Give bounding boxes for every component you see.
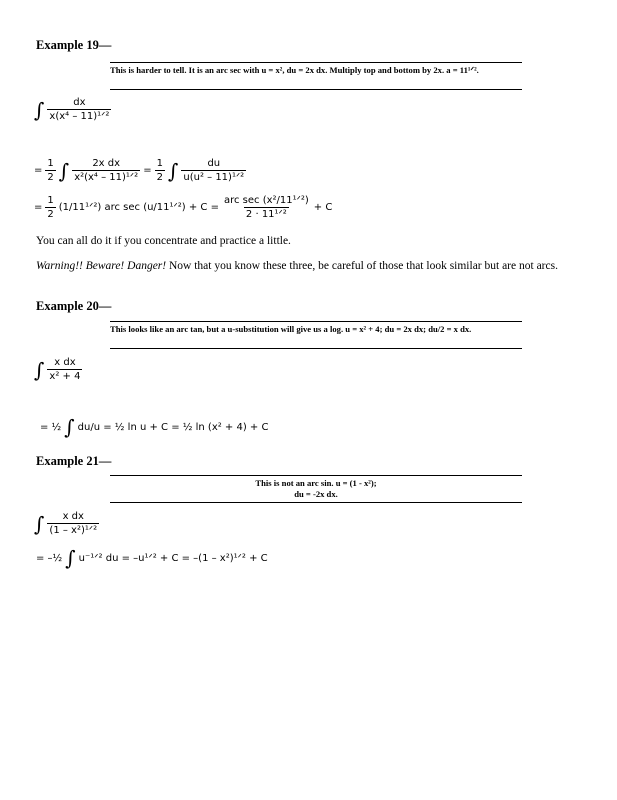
denominator: (1 – x²)¹ᐟ² <box>49 525 98 536</box>
equals: = <box>34 165 43 176</box>
example-19-step2 <box>34 195 335 220</box>
equals: = <box>143 165 152 176</box>
example-21-solution <box>36 548 271 568</box>
numerator: arc sec (x²/11¹ᐟ²) <box>223 195 309 206</box>
example-21-heading: Example 21— <box>36 454 112 468</box>
fraction <box>181 158 246 183</box>
integral-sign: ∫ <box>64 415 75 439</box>
fraction <box>47 511 99 536</box>
example-19-heading: Example 19— <box>36 38 112 52</box>
example-20-integral <box>34 357 85 382</box>
integral-sign: ∫ <box>58 158 70 183</box>
expression: = ½ <box>40 421 62 433</box>
example-19-note: This is harder to tell. It is an arc sec with u = x², du = 2x dx. Multiply top and bottom by 2x. a = 11¹ᐟ². <box>110 62 522 90</box>
example-21-note <box>110 475 522 503</box>
expression: u⁻¹ᐟ² du = –u¹ᐟ² + C = –(1 – x²)¹ᐟ² + C <box>78 552 268 564</box>
example-19-step1 <box>34 158 249 183</box>
numerator: x dx <box>62 511 84 522</box>
example-20-solution <box>40 417 271 437</box>
paragraph-practice: You can all do it if you concentrate and practice a little. <box>36 235 291 247</box>
fraction <box>45 158 55 183</box>
numerator: x dx <box>54 357 76 368</box>
integral-sign: ∫ <box>167 158 179 183</box>
fraction <box>222 195 311 220</box>
numerator: 1 <box>47 158 54 169</box>
fraction <box>47 357 82 382</box>
note-line-1: This is not an arc sin. u = (1 - x²); <box>255 478 377 488</box>
example-19-integral <box>34 97 114 122</box>
warning-text: Now that you know these three, be careful of those that look similar but are not arcs. <box>166 260 558 272</box>
fraction <box>155 158 165 183</box>
fraction <box>47 97 111 122</box>
denominator: x(x⁴ – 11)¹ᐟ² <box>49 111 110 122</box>
integral-sign: ∫ <box>34 97 45 122</box>
integral-sign: ∫ <box>34 511 45 536</box>
numerator: dx <box>73 97 86 108</box>
note-line-2: du = -2x dx. <box>294 489 338 499</box>
expression: (1/11¹ᐟ²) arc sec (u/11¹ᐟ²) + C = <box>58 202 219 213</box>
numerator: 1 <box>47 195 54 206</box>
denominator: 2 <box>156 172 163 183</box>
warning-italic: Warning!! Beware! Danger! <box>36 260 167 272</box>
denominator: 2 · 11¹ᐟ² <box>245 209 287 220</box>
denominator: x²(x⁴ – 11)¹ᐟ² <box>74 172 139 183</box>
integral-sign: ∫ <box>34 357 45 382</box>
numerator: 1 <box>156 158 163 169</box>
numerator: du <box>207 158 221 169</box>
fraction <box>72 158 140 183</box>
numerator: 2x dx <box>92 158 121 169</box>
fraction <box>45 195 55 220</box>
expression: du/u = ½ ln u + C = ½ ln (x² + 4) + C <box>77 421 269 433</box>
expression: = –½ <box>36 552 63 564</box>
constant: + C <box>313 202 333 213</box>
equals: = <box>34 202 43 213</box>
example-21-integral <box>34 511 102 536</box>
paragraph-warning <box>36 259 576 274</box>
denominator: 2 <box>47 172 54 183</box>
denominator: x² + 4 <box>49 371 81 382</box>
integral-sign: ∫ <box>65 546 76 570</box>
example-20-heading: Example 20— <box>36 299 112 313</box>
denominator: 2 <box>47 209 54 220</box>
denominator: u(u² – 11)¹ᐟ² <box>183 172 245 183</box>
example-20-note: This looks like an arc tan, but a u-substitution will give us a log. u = x² + 4; du = 2x dx; du/2 = x dx. <box>110 321 522 349</box>
